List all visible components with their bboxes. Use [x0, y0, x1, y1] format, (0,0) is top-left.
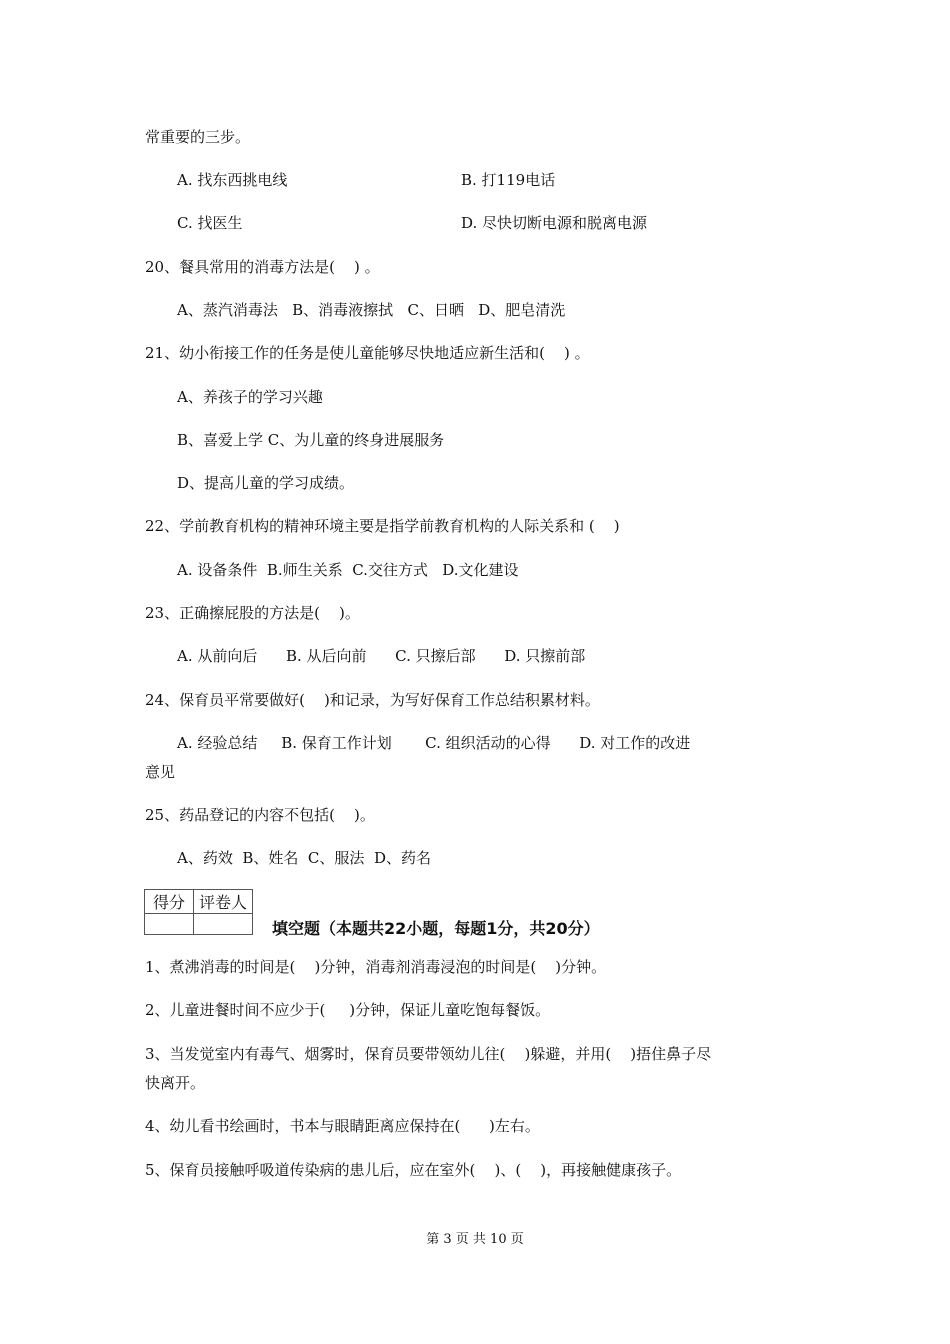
q25-stem: 25、药品登记的内容不包括( )。 — [145, 806, 375, 824]
fill-q4: 4、幼儿看书绘画时，书本与眼睛距离应保持在( )左右。 — [145, 1117, 540, 1135]
q21-stem: 21、幼小衔接工作的任务是使儿童能够尽快地适应新生活和( ) 。 — [145, 344, 590, 362]
fill-q3-continued: 快离开。 — [145, 1074, 206, 1092]
q19-option-b: B. 打119电话 — [461, 171, 556, 189]
q19-option-a: A. 找东西挑电线 — [177, 171, 288, 189]
q25-options: A、药效 B、姓名 C、服法 D、药名 — [177, 849, 431, 867]
q24-options: A. 经验总结 B. 保育工作计划 C. 组织活动的心得 D. 对工作的改进 — [177, 734, 691, 752]
q24-options-continued: 意见 — [145, 763, 176, 781]
q21-option-a: A、养孩子的学习兴趣 — [177, 388, 323, 406]
fill-q5: 5、保育员接触呼吸道传染病的患儿后，应在室外( )、( )，再接触健康孩子。 — [145, 1161, 682, 1179]
score-cell — [145, 914, 194, 935]
fill-q3: 3、当发觉室内有毒气、烟雾时，保育员要带领幼儿往( )躲避，并用( )捂住鼻子尽 — [145, 1045, 712, 1063]
q19-tail: 常重要的三步。 — [145, 128, 251, 146]
q22-options: A. 设备条件 B.师生关系 C.交往方式 D.文化建设 — [177, 561, 519, 579]
fill-q1: 1、煮沸消毒的时间是( )分钟，消毒剂消毒浸泡的时间是( )分钟。 — [145, 958, 607, 976]
q23-stem: 23、正确擦屁股的方法是( )。 — [145, 604, 360, 622]
score-label: 得分 — [145, 890, 194, 914]
q19-option-c: C. 找医生 — [177, 214, 243, 232]
fill-q2: 2、儿童进餐时间不应少于( )分钟，保证儿童吃饱每餐饭。 — [145, 1001, 551, 1019]
q23-options: A. 从前向后 B. 从后向前 C. 只擦后部 D. 只擦前部 — [177, 647, 586, 665]
score-box — [144, 889, 253, 935]
q24-stem: 24、保育员平常要做好( )和记录，为写好保育工作总结积累材料。 — [145, 691, 600, 709]
page-footer: 第 3 页 共 10 页 — [426, 1232, 524, 1247]
q22-stem: 22、学前教育机构的精神环境主要是指学前教育机构的人际关系和 ( ) — [145, 517, 620, 535]
grader-cell — [194, 914, 253, 935]
q19-option-d: D. 尽快切断电源和脱离电源 — [461, 214, 648, 232]
q21-option-bc: B、喜爱上学 C、为儿童的终身进展服务 — [177, 431, 445, 449]
section-title: 填空题（本题共22小题，每题1分，共20分） — [272, 919, 600, 938]
grader-label: 评卷人 — [194, 890, 253, 914]
q20-options: A、蒸汽消毒法 B、消毒液擦拭 C、日晒 D、肥皂清洗 — [177, 301, 566, 319]
q21-option-d: D、提高儿童的学习成绩。 — [177, 474, 355, 492]
q20-stem: 20、餐具常用的消毒方法是( ) 。 — [145, 258, 380, 276]
